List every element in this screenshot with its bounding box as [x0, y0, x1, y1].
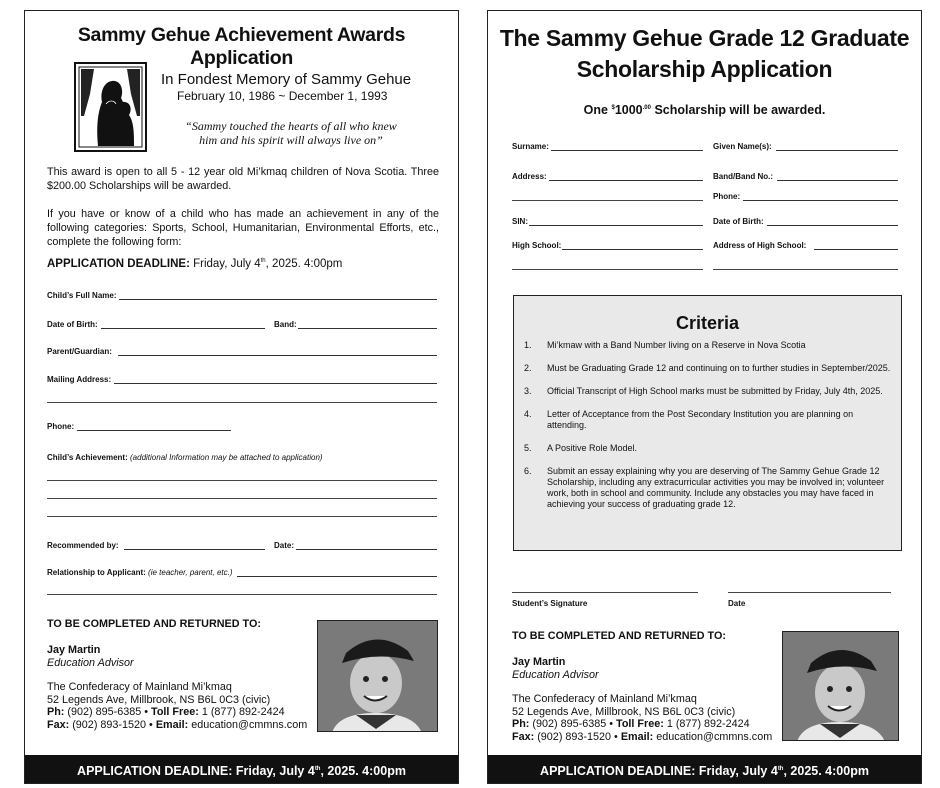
criteria-num: 3.: [524, 386, 532, 396]
band-no-field[interactable]: [777, 180, 898, 181]
sin-label: SIN:: [512, 217, 528, 226]
signature-label: Student’s Signature: [512, 599, 588, 608]
deadline-sup: th: [260, 258, 266, 265]
relationship-field[interactable]: [237, 576, 437, 577]
criteria-item: [524, 340, 892, 351]
criteria-item: [524, 443, 892, 454]
contact-phone-line: Ph: (902) 895-6385 • Toll Free: 1 (877) 892-2424: [47, 706, 285, 719]
tollfree-label: Toll Free:: [151, 706, 199, 719]
criteria-text: A Positive Role Model.: [547, 443, 638, 453]
contact-fax-line: Fax: (902) 893-1520 • Email: education@cmmns.com: [47, 718, 308, 731]
footer-text: APPLICATION DEADLINE: Friday, July 4: [77, 764, 315, 779]
footer-sup: th: [777, 766, 784, 772]
criteria-text: Must be Graduating Grade 12 and continuing on to further studies in September/2025.: [547, 363, 891, 373]
child-name-label: Child’s Full Name:: [47, 291, 117, 300]
child-photo: [782, 631, 899, 741]
hs-address-label: Address of High School:: [713, 241, 807, 250]
application-deadline: [47, 258, 342, 270]
fax-value: (902) 893-1520: [72, 718, 147, 731]
signature-date-label: Date: [728, 599, 746, 608]
achievement-award-form: [24, 10, 459, 784]
address-field[interactable]: [114, 383, 437, 384]
contact-block: [512, 656, 772, 744]
title-line: The Sammy Gehue Grade 12 Graduate: [499, 25, 910, 51]
address-field-line2[interactable]: [47, 402, 437, 403]
criteria-title: Criteria: [675, 313, 740, 333]
contact-address: 52 Legends Ave, Millbrook, NS B6L 0C3 (civic): [47, 693, 271, 706]
surname-field[interactable]: [551, 150, 703, 151]
instructions-paragraph: If you have or know of a child who has made an achievement in any of the following categories: Sports, School, Humanitarian, Environmental Efforts, etc., complete the following form:: [47, 208, 439, 248]
sin-field[interactable]: [529, 225, 703, 226]
signature-field[interactable]: [512, 592, 698, 593]
address-label: Mailing Address:: [47, 375, 112, 384]
tollfree-label: Toll Free:: [616, 718, 664, 731]
address-field-line2[interactable]: [512, 200, 703, 201]
dob-label: Date of Birth:: [47, 320, 98, 329]
achievement-line[interactable]: [47, 480, 437, 481]
criteria-box: [513, 295, 902, 551]
relationship-label: [47, 568, 233, 577]
contact-phone-line: Ph: (902) 895-6385 • Toll Free: 1 (877) 892-2424: [512, 718, 750, 731]
recommended-field[interactable]: [124, 549, 265, 550]
recommended-label: Recommended by:: [47, 541, 119, 550]
deadline-footer: [25, 755, 458, 783]
criteria-num: 5.: [524, 443, 532, 453]
criteria-num: 1.: [524, 340, 532, 350]
achievement-label-text: Child’s Achievement:: [47, 453, 128, 462]
footer-time: , 2025. 4:00pm: [320, 764, 406, 779]
contact-name: Jay Martin: [47, 644, 101, 656]
criteria-num: 4.: [524, 409, 532, 419]
footer-text: APPLICATION DEADLINE: Friday, July 4: [540, 764, 778, 779]
scholarship-form: [487, 10, 922, 784]
achievement-line[interactable]: [47, 516, 437, 517]
criteria-text: Official Transcript of High School marks must be submitted by Friday, July 4th, 2025.: [547, 386, 883, 396]
given-name-field[interactable]: [776, 150, 898, 151]
contact-address: 52 Legends Ave, Millbrook, NS B6L 0C3 (civic): [512, 705, 736, 718]
tollfree-value: 1 (877) 892-2424: [201, 706, 285, 719]
fax-value: (902) 893-1520: [537, 730, 612, 743]
contact-role: Education Advisor: [512, 668, 599, 681]
criteria-text: Mi’kmaw with a Band Number living on a Reserve in Nova Scotia: [547, 340, 806, 350]
email-label: Email:: [620, 730, 654, 743]
phone-label: Phone:: [47, 422, 75, 431]
memorial-quote-line: “Sammy touched the hearts of all who knew: [185, 119, 397, 133]
surname-label: Surname:: [512, 142, 549, 151]
ph-label: Ph:: [47, 706, 65, 719]
criteria-text: Submit an essay explaining why you are deserving of The Sammy Gehue Grade 12 Scholarship, including any extracurricular activities you may be involved in; volunteer work, both in school and community. Include any obstacles you may have faced in achieving your success of graduating grade 12.: [547, 466, 885, 509]
memorial-title: In Fondest Memory of Sammy Gehue: [161, 71, 412, 88]
email-label: Email:: [155, 718, 189, 731]
scholarship-title: [488, 23, 921, 85]
high-school-line2[interactable]: [512, 269, 703, 270]
hs-address-line2[interactable]: [713, 269, 898, 270]
relationship-note: (ie teacher, parent, etc.): [148, 568, 233, 577]
signature-date-field[interactable]: [728, 592, 891, 593]
achievement-label: [47, 453, 323, 462]
deadline-footer: [488, 755, 921, 783]
criteria-num: 2.: [524, 363, 532, 373]
contact-name: Jay Martin: [512, 656, 566, 668]
criteria-text: Letter of Acceptance from the Post Secondary Institution you are planning on attending.: [547, 409, 854, 430]
memorial-quote: [171, 119, 411, 147]
memorial-quote-line: him and his spirit will always live on”: [199, 133, 383, 147]
award-line: [488, 103, 921, 117]
criteria-list: [524, 340, 892, 522]
dob-label: Date of Birth:: [713, 217, 764, 226]
ph-value: (902) 895-6385: [67, 706, 142, 719]
address-label: Address:: [512, 172, 547, 181]
award-pre: One: [583, 103, 612, 117]
contact-role: Education Advisor: [47, 656, 134, 669]
achievement-note: (additional Information may be attached to application): [130, 453, 323, 462]
band-field[interactable]: [298, 328, 437, 329]
phone-field[interactable]: [77, 430, 231, 431]
contact-org: The Confederacy of Mainland Mi’kmaq: [47, 681, 232, 694]
deadline-time: , 2025. 4:00pm: [265, 258, 343, 270]
guardian-field[interactable]: [118, 355, 437, 356]
award-dollar: $: [611, 104, 615, 111]
footer-time: , 2025. 4:00pm: [783, 764, 869, 779]
title-line: Scholarship Application: [576, 56, 833, 82]
contact-fax-line: Fax: (902) 893-1520 • Email: education@cmmns.com: [512, 730, 773, 743]
phone-field[interactable]: [743, 200, 898, 201]
award-cents: .00: [642, 104, 651, 111]
guardian-label: Parent/Guardian:: [47, 347, 112, 356]
criteria-item: [524, 386, 892, 397]
high-school-label: High School:: [512, 241, 562, 250]
achievement-line[interactable]: [47, 498, 437, 499]
tollfree-value: 1 (877) 892-2424: [666, 718, 750, 731]
award-post: Scholarship will be awarded.: [650, 103, 826, 117]
address-field[interactable]: [549, 180, 703, 181]
child-name-field[interactable]: [119, 299, 437, 300]
high-school-field[interactable]: [562, 249, 703, 250]
criteria-item: [524, 363, 892, 374]
dob-field[interactable]: [101, 328, 265, 329]
fax-label: Fax:: [47, 718, 70, 731]
band-label: Band:: [274, 320, 297, 329]
ph-value: (902) 895-6385: [532, 718, 607, 731]
email-value: education@cmmns.com: [656, 730, 773, 743]
child-photo: [317, 620, 438, 732]
footer-sup: th: [314, 766, 321, 772]
return-heading: TO BE COMPLETED AND RETURNED TO:: [47, 618, 261, 630]
email-value: education@cmmns.com: [191, 718, 308, 731]
return-heading: TO BE COMPLETED AND RETURNED TO:: [512, 630, 726, 642]
date-field[interactable]: [296, 549, 437, 550]
date-label: Date:: [274, 541, 295, 550]
memorial-dates: February 10, 1986 ~ December 1, 1993: [177, 89, 388, 103]
dob-field[interactable]: [767, 225, 898, 226]
fax-label: Fax:: [512, 730, 535, 743]
phone-label: Phone:: [713, 192, 741, 201]
ph-label: Ph:: [512, 718, 530, 731]
relationship-label-text: Relationship to Applicant:: [47, 568, 146, 577]
band-no-label: Band/Band No.:: [713, 172, 773, 181]
relationship-line2[interactable]: [47, 594, 437, 595]
hs-address-field[interactable]: [814, 249, 898, 250]
given-name-label: Given Name(s):: [713, 142, 772, 151]
award-amount: 1000: [614, 103, 643, 117]
intro-paragraph: This award is open to all 5 - 12 year old Mi’kmaq children of Nova Scotia. Three $200.00 Scholarships will be awarded.: [47, 166, 439, 192]
criteria-item: [524, 466, 892, 510]
deadline-date: Friday, July 4: [193, 258, 261, 270]
deadline-label: APPLICATION DEADLINE:: [47, 258, 190, 270]
contact-block: [47, 644, 307, 732]
form-title: Sammy Gehue Achievement Awards Application: [77, 24, 406, 69]
memorial-silhouette-icon: [74, 62, 147, 152]
contact-org: The Confederacy of Mainland Mi’kmaq: [512, 693, 697, 706]
criteria-item: [524, 409, 892, 431]
criteria-num: 6.: [524, 466, 532, 476]
